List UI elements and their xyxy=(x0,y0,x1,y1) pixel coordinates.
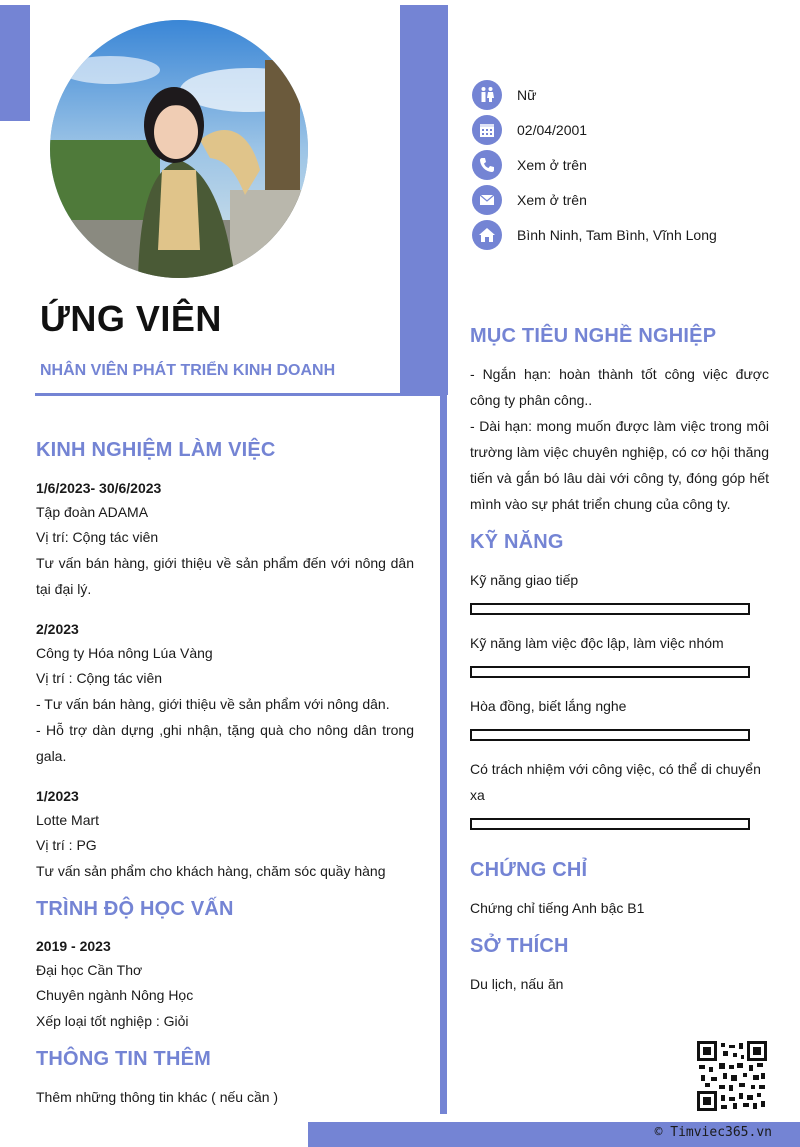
additional-info-heading: THÔNG TIN THÊM xyxy=(36,1048,212,1070)
contact-phone xyxy=(472,150,587,180)
position-title: NHÂN VIÊN PHÁT TRIỂN KINH DOANH xyxy=(40,362,336,379)
experience-date: 2/2023 xyxy=(36,621,79,637)
contact-phone-text: Xem ở trên xyxy=(517,157,587,173)
experience-company: Công ty Hóa nông Lúa Vàng xyxy=(36,645,213,661)
objective-short-term: - Ngắn hạn: hoàn thành tốt công việc được công ty phân công.. xyxy=(470,366,769,408)
header-accent-column xyxy=(400,5,448,395)
contact-address-text: Bình Ninh, Tam Bình, Vĩnh Long xyxy=(517,227,717,243)
home-icon xyxy=(472,220,502,250)
footer-watermark: © Timviec365.vn xyxy=(654,1125,772,1140)
candidate-name: ỨNG VIÊN xyxy=(40,298,222,339)
skill-name: Có trách nhiệm với công việc, có thể di chuyển xa xyxy=(470,761,761,803)
experience-date: 1/6/2023- 30/6/2023 xyxy=(36,480,162,496)
skill-level-bar xyxy=(470,818,750,830)
education-grade: Xếp loại tốt nghiệp : Giỏi xyxy=(36,1013,189,1029)
experience-description: - Tư vấn bán hàng, giới thiệu về sản phẩm với nông dân. xyxy=(36,696,390,712)
hobbies-heading: SỞ THÍCH xyxy=(470,935,569,957)
contact-address xyxy=(472,220,717,250)
experience-role: Vị trí : Cộng tác viên xyxy=(36,670,163,686)
gender-icon xyxy=(472,80,502,110)
skill-name: Kỹ năng giao tiếp xyxy=(470,572,579,588)
skill-name: Kỹ năng làm việc độc lập, làm việc nhóm xyxy=(470,635,724,651)
hobbies-text: Du lịch, nấu ăn xyxy=(470,976,564,992)
contact-gender-text: Nữ xyxy=(517,87,537,103)
experience-role: Vị trí: Cộng tác viên xyxy=(36,529,159,545)
experience-description: - Hỗ trợ dàn dựng ,ghi nhận, tặng quà cho nông dân trong gala. xyxy=(36,722,414,764)
experience-company: Tập đoàn ADAMA xyxy=(36,504,149,520)
experience-role: Vị trí : PG xyxy=(36,837,97,853)
certificates-heading: CHỨNG CHỈ xyxy=(470,859,588,881)
vertical-divider xyxy=(440,396,447,1114)
header-underline xyxy=(35,393,447,396)
certificate-text: Chứng chỉ tiếng Anh bậc B1 xyxy=(470,900,645,916)
qr-code xyxy=(697,1041,767,1111)
avatar-photo xyxy=(50,20,308,278)
experience-description: Tư vấn sản phẩm cho khách hàng, chăm sóc quầy hàng xyxy=(36,863,386,879)
contact-gender xyxy=(472,80,536,110)
experience-description: Tư vấn bán hàng, giới thiệu về sản phẩm đến với nông dân tại đại lý. xyxy=(36,555,414,597)
phone-icon xyxy=(472,150,502,180)
contact-birthday xyxy=(472,115,587,145)
skill-level-bar xyxy=(470,603,750,615)
experience-heading: KINH NGHIỆM LÀM VIỆC xyxy=(36,439,276,461)
experience-date: 1/2023 xyxy=(36,788,79,804)
objective-heading: MỤC TIÊU NGHỀ NGHIỆP xyxy=(470,325,717,347)
experience-company: Lotte Mart xyxy=(36,812,100,828)
skill-level-bar xyxy=(470,729,750,741)
contact-email-text: Xem ở trên xyxy=(517,192,587,208)
top-left-accent-bar xyxy=(0,5,30,121)
objective-long-term: - Dài hạn: mong muốn được làm việc trong môi trường làm việc chuyên nghiệp, có cơ hội thăng tiến và gắn bó lâu dài với công ty, đóng góp hết mình vào sự phát triển chung của công ty. xyxy=(470,418,769,512)
education-school: Đại học Cần Thơ xyxy=(36,962,143,978)
education-date: 2019 - 2023 xyxy=(36,938,111,954)
skills-heading: KỸ NĂNG xyxy=(470,531,564,553)
contact-email xyxy=(472,185,587,215)
skill-name: Hòa đồng, biết lắng nghe xyxy=(470,698,627,714)
education-major: Chuyên ngành Nông Học xyxy=(36,987,194,1003)
contact-birthday-text: 02/04/2001 xyxy=(517,122,588,138)
avatar xyxy=(50,20,308,278)
email-icon xyxy=(472,185,502,215)
additional-info-text: Thêm những thông tin khác ( nếu cần ) xyxy=(36,1089,279,1105)
education-heading: TRÌNH ĐỘ HỌC VẤN xyxy=(36,898,234,920)
skill-level-bar xyxy=(470,666,750,678)
calendar-icon xyxy=(472,115,502,145)
qr-code-graphic xyxy=(697,1041,767,1111)
